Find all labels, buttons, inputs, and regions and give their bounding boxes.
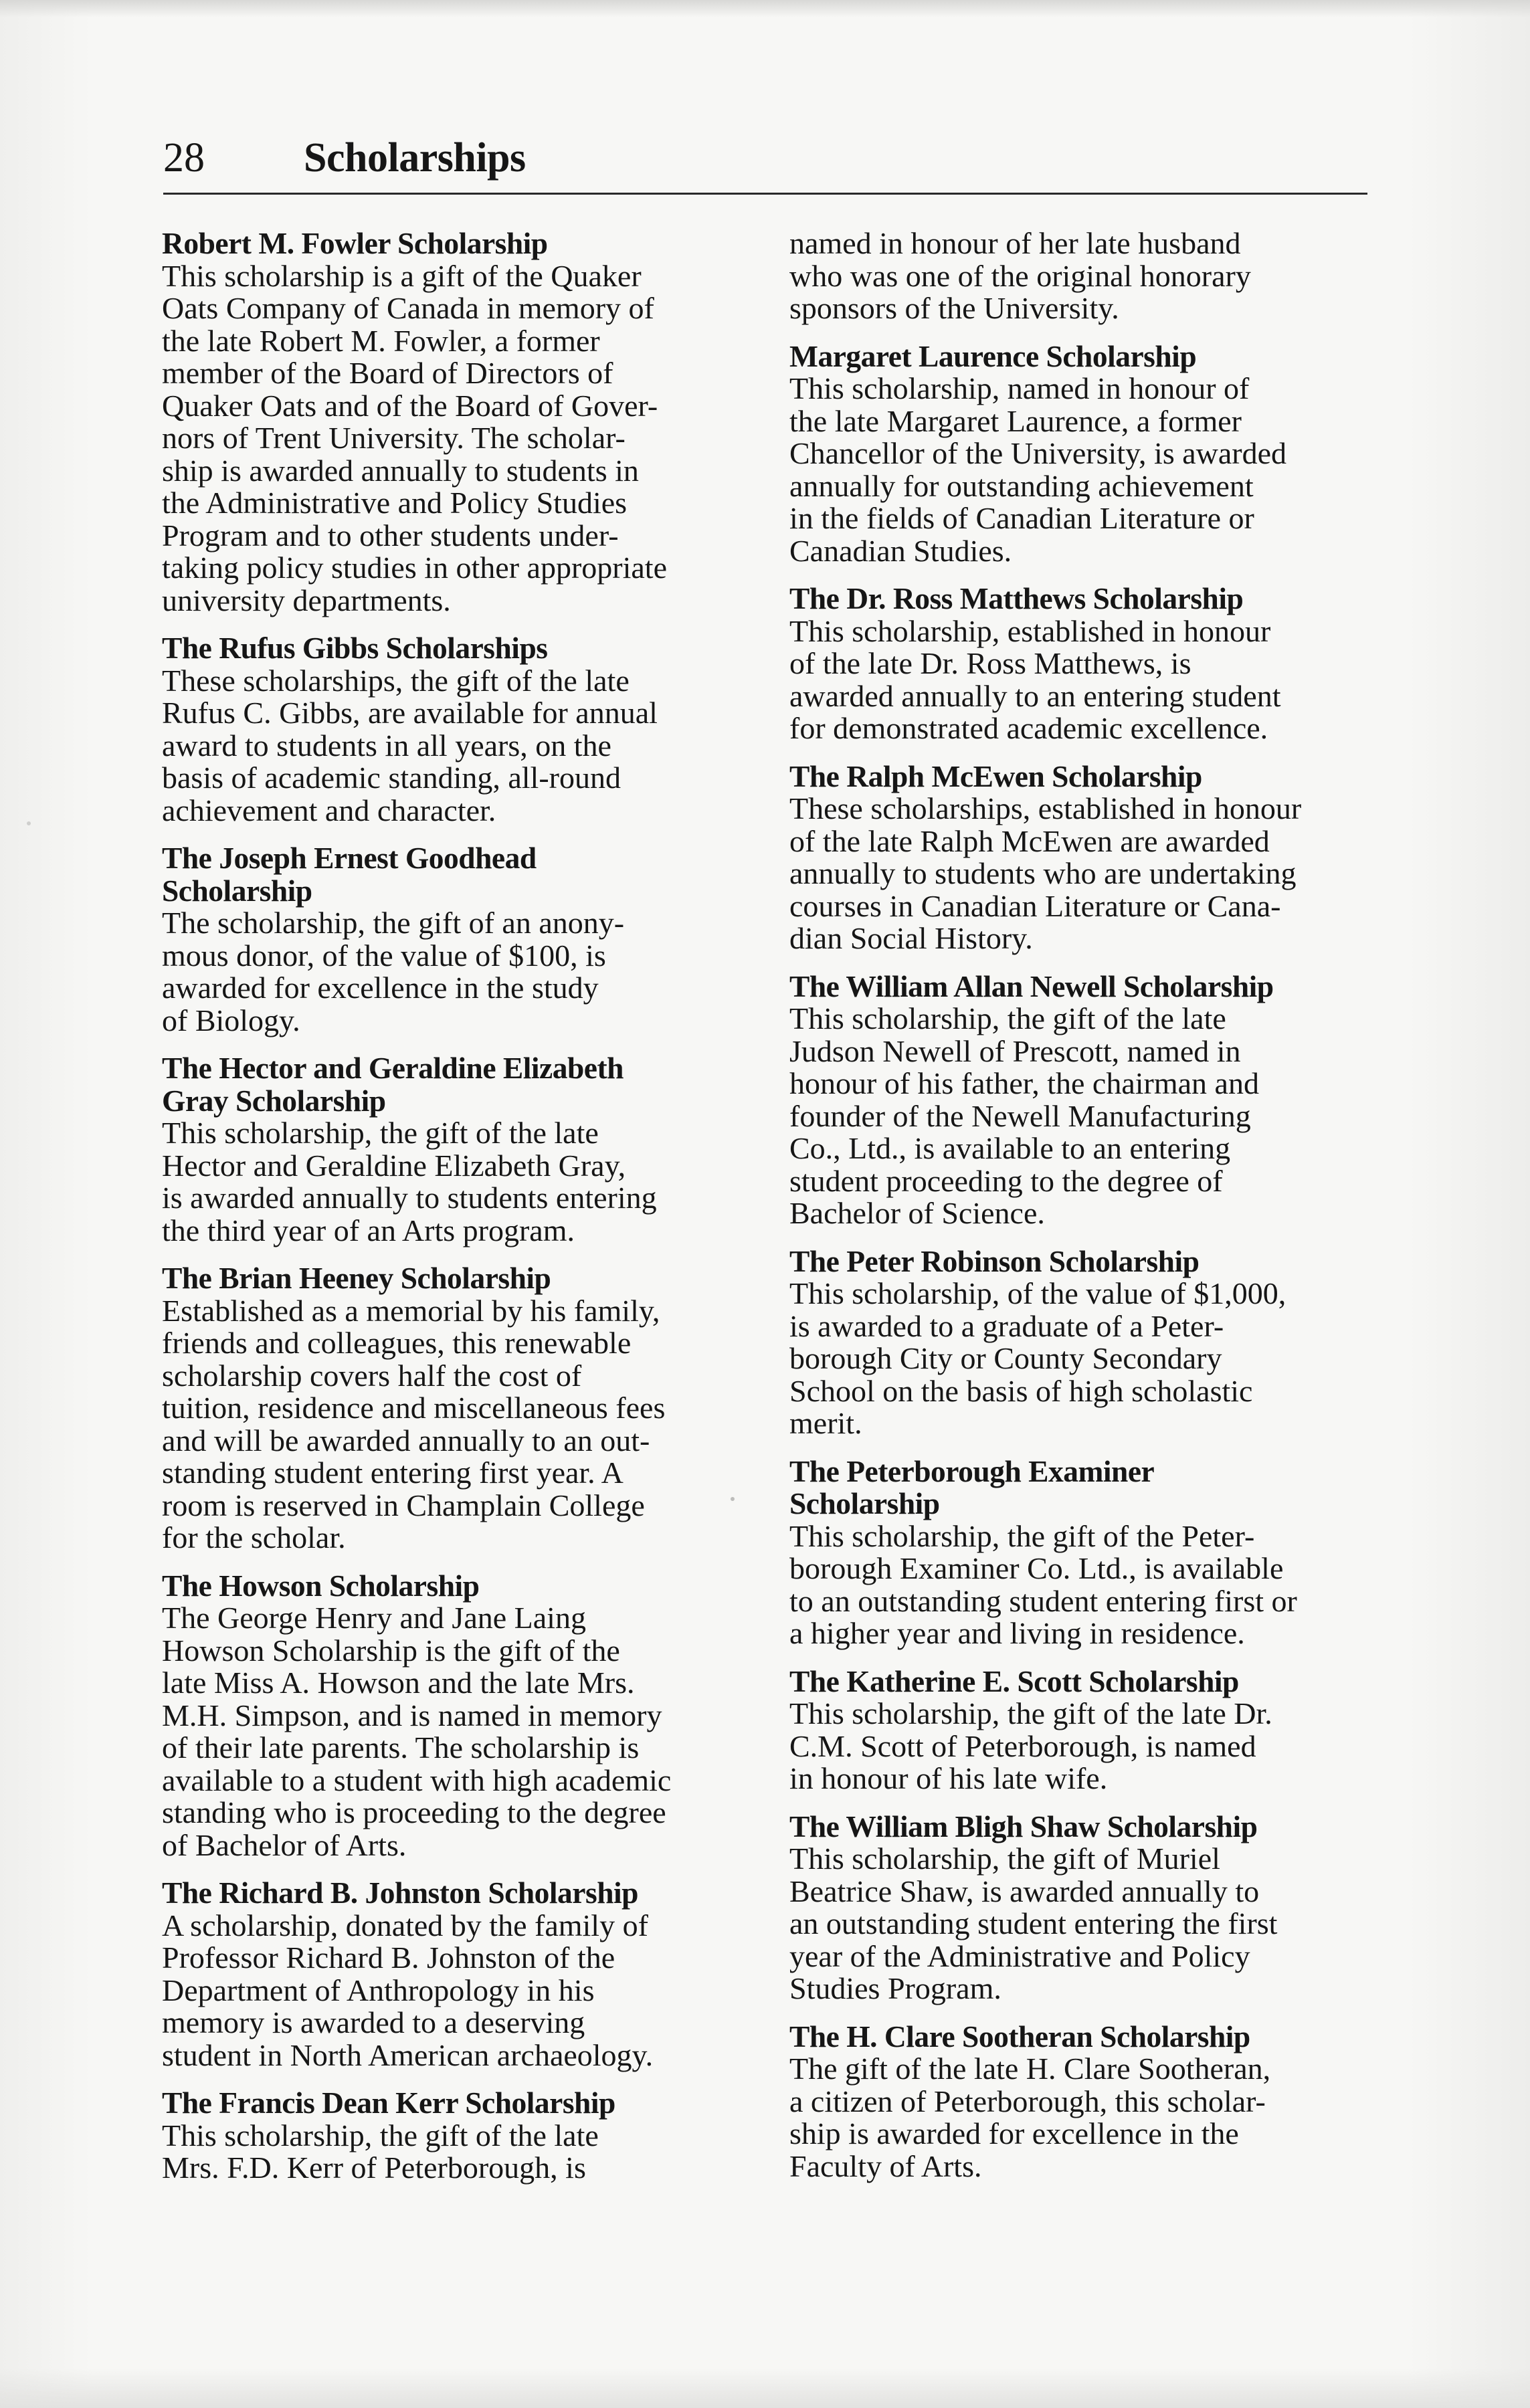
scholarship-entry-kerr xyxy=(162,2087,751,2185)
scholarship-entry-robinson xyxy=(789,1245,1371,1440)
scan-speck xyxy=(27,821,31,825)
entry-title: The Richard B. Johnston Scholarship xyxy=(162,1876,638,1910)
entry-body: This scholarship, the gift of the late Hector and Geraldine Elizabeth Gray, is awarded annually to students entering the third year of an Arts program. xyxy=(162,1116,657,1247)
entry-title: The Rufus Gibbs Scholarships xyxy=(162,631,548,665)
scholarship-entry-gibbs xyxy=(162,632,751,827)
entry-title: The Joseph Ernest Goodhead Scholarship xyxy=(162,841,537,908)
scholarship-entry-sootheran xyxy=(789,2021,1371,2183)
scholarship-entry-heeney xyxy=(162,1262,751,1554)
entry-title: The Dr. Ross Matthews Scholarship xyxy=(789,581,1244,615)
scholarship-entry-johnston xyxy=(162,1877,751,2072)
scan-bottom-shadow xyxy=(0,2368,1530,2408)
scan-speck xyxy=(731,1497,735,1501)
entry-title: The Katherine E. Scott Scholarship xyxy=(789,1664,1239,1698)
scholarship-entry-matthews xyxy=(789,583,1371,745)
entry-body: A scholarship, donated by the family of Professor Richard B. Johnston of the Department of Anthropology in his memory is awarded to a deserving student in North American archaeology. xyxy=(162,1908,654,2072)
entry-title: The Hector and Geraldine Elizabeth Gray Scholarship xyxy=(162,1051,624,1118)
entry-body: This scholarship, the gift of the late Mrs. F.D. Kerr of Peterborough, is xyxy=(162,2118,599,2185)
entry-title: The William Bligh Shaw Scholarship xyxy=(789,1809,1258,1843)
page-title: Scholarships xyxy=(304,135,526,181)
entry-title: The Peterborough Examiner Scholarship xyxy=(789,1453,1155,1520)
left-column xyxy=(162,227,751,2200)
entry-body: This scholarship, of the value of $1,000, is awarded to a graduate of a Peter- borough City or County Secondary School on the basis of high scholastic merit. xyxy=(789,1276,1286,1440)
entry-title: The William Allan Newell Scholarship xyxy=(789,969,1274,1003)
scan-top-shadow xyxy=(0,0,1530,17)
entry-body: The gift of the late H. Clare Sootheran, a citizen of Peterborough, this scholar- ship is awarded for excellence in the Faculty of Arts. xyxy=(789,2051,1271,2183)
entry-body: This scholarship, named in honour of the late Margaret Laurence, a former Chancellor of the University, is awarded annually for outstanding achievement in the fields of Canadian Literature or Canadian Studies. xyxy=(789,371,1287,568)
entry-body: These scholarships, the gift of the late Rufus C. Gibbs, are available for annual award to students in all years, on the basis of academic standing, all-round achievement and character. xyxy=(162,663,658,827)
entry-continuation: named in honour of her late husband who was one of the original honorary sponsors of the University. xyxy=(789,226,1251,325)
entry-body: The scholarship, the gift of an anony- mous donor, of the value of $100, is awarded for excellence in the study of Biology. xyxy=(162,906,625,1037)
scholarship-entry-gray xyxy=(162,1052,751,1247)
scholarship-entry-newell xyxy=(789,971,1371,1230)
entry-body: This scholarship, the gift of Muriel Beatrice Shaw, is awarded annually to an outstanding student entering the first year of the Administrative and Policy Studies Program. xyxy=(789,1841,1278,2005)
entry-body: This scholarship, the gift of the Peter- borough Examiner Co. Ltd., is available to an outstanding student entering first or a higher year and living in residence. xyxy=(789,1518,1297,1650)
scholarship-entry-mcewen xyxy=(789,761,1371,955)
page-number: 28 xyxy=(163,135,205,181)
entry-title: The Ralph McEwen Scholarship xyxy=(789,759,1202,793)
entry-title: Robert M. Fowler Scholarship xyxy=(162,226,548,260)
scholarship-entry-fowler xyxy=(162,227,751,617)
entry-title: The Howson Scholarship xyxy=(162,1568,480,1603)
entry-title: The Francis Dean Kerr Scholarship xyxy=(162,2086,615,2120)
scholarship-entry-goodhead xyxy=(162,842,751,1037)
entry-title: Margaret Laurence Scholarship xyxy=(789,338,1197,373)
page-header xyxy=(163,124,1367,191)
scholarship-entry-examiner xyxy=(789,1453,1371,1650)
scholarship-entry-shaw xyxy=(789,1811,1371,2005)
scholarship-entry-scott xyxy=(789,1666,1371,1795)
entry-body: These scholarships, established in honour of the late Ralph McEwen are awarded annually to students who are undertaking courses in Canadian Literature or Cana- dian Social History. xyxy=(789,791,1302,955)
entry-title: The Peter Robinson Scholarship xyxy=(789,1243,1200,1278)
right-column xyxy=(789,227,1371,2198)
entry-body: This scholarship, the gift of the late Judson Newell of Prescott, named in honour of his father, the chairman and founder of the Newell Manufacturing Co., Ltd., is available to an entering student proceeding to the degree of Bachelor of Science. xyxy=(789,1001,1259,1230)
entry-title: The H. Clare Sootheran Scholarship xyxy=(789,2019,1250,2053)
entry-body: The George Henry and Jane Laing Howson Scholarship is the gift of the late Miss A. Howson and the late Mrs. M.H. Simpson, and is named in memory of their late parents. The scholarship is available to a student with high academic standing who is proceeding to the degree of Bachelor of Arts. xyxy=(162,1601,672,1862)
scholarship-entry-laurence xyxy=(789,340,1371,568)
scholarship-entry-howson xyxy=(162,1570,751,1862)
header-rule xyxy=(163,193,1367,195)
entry-body: This scholarship, the gift of the late Dr. C.M. Scott of Peterborough, is named in honour of his late wife. xyxy=(789,1696,1272,1795)
entry-body: Established as a memorial by his family, friends and colleagues, this renewable scholarship covers half the cost of tuition, residence and miscellaneous fees and will be awarded annually to an out- standing student entering first year. A room is reserved in Champlain College for the scholar. xyxy=(162,1293,666,1554)
entry-title: The Brian Heeney Scholarship xyxy=(162,1261,551,1295)
entry-body: This scholarship, established in honour of the late Dr. Ross Matthews, is awarded annually to an entering student for demonstrated academic excellence. xyxy=(789,613,1281,745)
entry-body: This scholarship is a gift of the Quaker Oats Company of Canada in memory of the late Robert M. Fowler, a former member of the Board of Directors of Quaker Oats and of the Board of Gover- nors of Trent University. The scholar- ship is awarded annually to students in the Administrative and Policy Studies Program and to other students under- taking policy studies in other appropriate university departments. xyxy=(162,258,667,617)
